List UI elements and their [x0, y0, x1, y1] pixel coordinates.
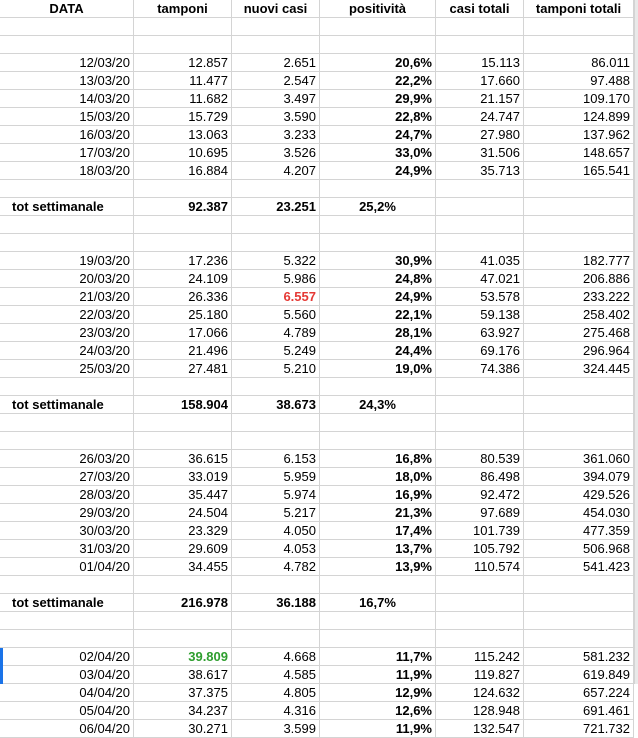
casi-totali-cell[interactable]: 115.242 — [436, 648, 524, 666]
empty-cell[interactable] — [436, 36, 524, 54]
weekly-total-nuovi-casi[interactable]: 36.188 — [232, 594, 320, 612]
empty-cell[interactable] — [524, 432, 634, 450]
empty-cell[interactable] — [524, 234, 634, 252]
nuovi-casi-cell[interactable]: 2.651 — [232, 54, 320, 72]
header-casi-totali[interactable]: casi totali — [436, 0, 524, 18]
empty-cell[interactable] — [232, 432, 320, 450]
empty-cell[interactable] — [436, 216, 524, 234]
nuovi-casi-cell[interactable]: 3.526 — [232, 144, 320, 162]
weekly-total-positivita[interactable]: 24,3% — [320, 396, 436, 414]
tamponi-cell[interactable]: 33.019 — [134, 468, 232, 486]
positivita-cell[interactable]: 12,6% — [320, 702, 436, 720]
weekly-total-tamponi[interactable]: 158.904 — [134, 396, 232, 414]
tamponi-totali-cell[interactable]: 394.079 — [524, 468, 634, 486]
empty-cell[interactable] — [232, 36, 320, 54]
empty-cell[interactable] — [134, 18, 232, 36]
empty-cell[interactable] — [524, 630, 634, 648]
weekly-total-label[interactable]: tot settimanale — [0, 198, 134, 216]
empty-cell[interactable] — [0, 576, 134, 594]
table-row — [0, 684, 638, 702]
empty-cell[interactable] — [0, 180, 134, 198]
casi-totali-cell[interactable]: 74.386 — [436, 360, 524, 378]
empty-cell[interactable] — [436, 576, 524, 594]
table-row — [0, 72, 638, 90]
table-row — [0, 540, 638, 558]
date-cell[interactable]: 15/03/20 — [0, 108, 134, 126]
nuovi-casi-cell[interactable]: 4.053 — [232, 540, 320, 558]
nuovi-casi-cell[interactable]: 3.590 — [232, 108, 320, 126]
positivita-cell[interactable]: 21,3% — [320, 504, 436, 522]
empty-cell[interactable] — [320, 36, 436, 54]
empty-cell[interactable] — [436, 18, 524, 36]
table-row — [0, 144, 638, 162]
empty-cell[interactable] — [0, 36, 134, 54]
weekly-total-label[interactable]: tot settimanale — [0, 396, 134, 414]
empty-cell[interactable] — [524, 36, 634, 54]
empty-cell[interactable] — [524, 414, 634, 432]
table-row — [0, 702, 638, 720]
casi-totali-cell[interactable]: 119.827 — [436, 666, 524, 684]
tamponi-totali-cell[interactable]: 361.060 — [524, 450, 634, 468]
weekly-total-tamponi[interactable]: 92.387 — [134, 198, 232, 216]
tamponi-totali-cell[interactable]: 657.224 — [524, 684, 634, 702]
weekly-total-nuovi-casi[interactable]: 23.251 — [232, 198, 320, 216]
empty-cell[interactable] — [320, 378, 436, 396]
casi-totali-cell[interactable]: 105.792 — [436, 540, 524, 558]
empty-cell[interactable] — [436, 594, 524, 612]
tamponi-cell[interactable]: 15.729 — [134, 108, 232, 126]
empty-cell[interactable] — [436, 396, 524, 414]
empty-cell[interactable] — [232, 234, 320, 252]
table-row — [0, 288, 638, 306]
casi-totali-cell[interactable]: 27.980 — [436, 126, 524, 144]
nuovi-casi-cell[interactable]: 6.153 — [232, 450, 320, 468]
tamponi-cell[interactable]: 23.329 — [134, 522, 232, 540]
nuovi-casi-cell[interactable]: 5.322 — [232, 252, 320, 270]
nuovi-casi-cell[interactable]: 4.316 — [232, 702, 320, 720]
date-cell[interactable]: 13/03/20 — [0, 72, 134, 90]
nuovi-casi-cell[interactable]: 5.986 — [232, 270, 320, 288]
tamponi-totali-cell[interactable]: 137.962 — [524, 126, 634, 144]
tamponi-totali-cell[interactable]: 182.777 — [524, 252, 634, 270]
tamponi-totali-cell[interactable]: 165.541 — [524, 162, 634, 180]
blank-row — [0, 36, 638, 54]
tamponi-totali-cell[interactable]: 429.526 — [524, 486, 634, 504]
blank-row — [0, 612, 638, 630]
tamponi-totali-cell[interactable]: 109.170 — [524, 90, 634, 108]
table-row — [0, 342, 638, 360]
tamponi-cell[interactable]: 34.455 — [134, 558, 232, 576]
empty-cell[interactable] — [524, 594, 634, 612]
empty-cell[interactable] — [524, 180, 634, 198]
positivita-cell[interactable]: 12,9% — [320, 684, 436, 702]
header-positivita[interactable]: positività — [320, 0, 436, 18]
empty-cell[interactable] — [524, 216, 634, 234]
empty-cell[interactable] — [436, 378, 524, 396]
table-row — [0, 324, 638, 342]
date-cell[interactable]: 30/03/20 — [0, 522, 134, 540]
tamponi-cell[interactable]: 37.375 — [134, 684, 232, 702]
date-cell[interactable]: 06/04/20 — [0, 720, 134, 738]
casi-totali-cell[interactable]: 92.472 — [436, 486, 524, 504]
empty-cell[interactable] — [232, 612, 320, 630]
positivita-cell[interactable]: 16,8% — [320, 450, 436, 468]
weekly-total-row — [0, 198, 638, 216]
tamponi-totali-cell[interactable]: 148.657 — [524, 144, 634, 162]
positivita-cell[interactable]: 18,0% — [320, 468, 436, 486]
nuovi-casi-cell[interactable]: 4.805 — [232, 684, 320, 702]
casi-totali-cell[interactable]: 41.035 — [436, 252, 524, 270]
tamponi-cell[interactable]: 11.477 — [134, 72, 232, 90]
empty-cell[interactable] — [0, 432, 134, 450]
positivita-cell[interactable]: 13,7% — [320, 540, 436, 558]
tamponi-cell[interactable]: 11.682 — [134, 90, 232, 108]
tamponi-totali-cell[interactable]: 541.423 — [524, 558, 634, 576]
blank-row — [0, 216, 638, 234]
tamponi-cell[interactable]: 39.809 — [134, 648, 232, 666]
empty-cell[interactable] — [232, 216, 320, 234]
blank-row — [0, 180, 638, 198]
table-row — [0, 486, 638, 504]
weekly-total-nuovi-casi[interactable]: 38.673 — [232, 396, 320, 414]
nuovi-casi-cell[interactable]: 5.217 — [232, 504, 320, 522]
tamponi-cell[interactable]: 24.109 — [134, 270, 232, 288]
empty-cell[interactable] — [320, 432, 436, 450]
empty-cell[interactable] — [320, 234, 436, 252]
date-cell[interactable]: 04/04/20 — [0, 684, 134, 702]
date-cell[interactable]: 16/03/20 — [0, 126, 134, 144]
tamponi-cell[interactable]: 17.066 — [134, 324, 232, 342]
positivita-cell[interactable]: 29,9% — [320, 90, 436, 108]
casi-totali-cell[interactable]: 86.498 — [436, 468, 524, 486]
casi-totali-cell[interactable]: 101.739 — [436, 522, 524, 540]
tamponi-cell[interactable]: 30.271 — [134, 720, 232, 738]
tamponi-cell[interactable]: 27.481 — [134, 360, 232, 378]
tamponi-cell[interactable]: 38.617 — [134, 666, 232, 684]
table-row — [0, 252, 638, 270]
positivita-cell[interactable]: 20,6% — [320, 54, 436, 72]
empty-cell[interactable] — [320, 180, 436, 198]
nuovi-casi-cell[interactable]: 5.959 — [232, 468, 320, 486]
table-row — [0, 126, 638, 144]
tamponi-totali-cell[interactable]: 691.461 — [524, 702, 634, 720]
empty-cell[interactable] — [134, 36, 232, 54]
header-row — [0, 0, 638, 18]
table-row — [0, 720, 638, 738]
empty-cell[interactable] — [134, 180, 232, 198]
tamponi-cell[interactable]: 24.504 — [134, 504, 232, 522]
empty-cell[interactable] — [320, 18, 436, 36]
tamponi-cell[interactable]: 29.609 — [134, 540, 232, 558]
casi-totali-cell[interactable]: 31.506 — [436, 144, 524, 162]
positivita-cell[interactable]: 16,9% — [320, 486, 436, 504]
nuovi-casi-cell[interactable]: 2.547 — [232, 72, 320, 90]
blank-row — [0, 414, 638, 432]
casi-totali-cell[interactable]: 24.747 — [436, 108, 524, 126]
date-cell[interactable]: 02/04/20 — [0, 648, 134, 666]
positivita-cell[interactable]: 11,7% — [320, 648, 436, 666]
casi-totali-cell[interactable]: 80.539 — [436, 450, 524, 468]
casi-totali-cell[interactable]: 35.713 — [436, 162, 524, 180]
casi-totali-cell[interactable]: 47.021 — [436, 270, 524, 288]
weekly-total-positivita[interactable]: 25,2% — [320, 198, 436, 216]
table-row — [0, 162, 638, 180]
tamponi-cell[interactable]: 21.496 — [134, 342, 232, 360]
empty-cell[interactable] — [232, 414, 320, 432]
weekly-total-tamponi[interactable]: 216.978 — [134, 594, 232, 612]
date-cell[interactable]: 24/03/20 — [0, 342, 134, 360]
tamponi-cell[interactable]: 13.063 — [134, 126, 232, 144]
nuovi-casi-cell[interactable]: 4.789 — [232, 324, 320, 342]
tamponi-totali-cell[interactable]: 454.030 — [524, 504, 634, 522]
table-row — [0, 306, 638, 324]
blank-row — [0, 576, 638, 594]
casi-totali-cell[interactable]: 15.113 — [436, 54, 524, 72]
header-data[interactable]: DATA — [0, 0, 134, 18]
nuovi-casi-cell[interactable]: 3.233 — [232, 126, 320, 144]
empty-cell[interactable] — [524, 396, 634, 414]
tamponi-cell[interactable]: 26.336 — [134, 288, 232, 306]
empty-cell[interactable] — [0, 612, 134, 630]
tamponi-totali-cell[interactable]: 721.732 — [524, 720, 634, 738]
positivita-cell[interactable]: 19,0% — [320, 360, 436, 378]
empty-cell[interactable] — [524, 612, 634, 630]
casi-totali-cell[interactable]: 17.660 — [436, 72, 524, 90]
empty-cell[interactable] — [0, 234, 134, 252]
empty-cell[interactable] — [524, 198, 634, 216]
positivita-cell[interactable]: 30,9% — [320, 252, 436, 270]
table-row — [0, 558, 638, 576]
empty-cell[interactable] — [436, 432, 524, 450]
empty-cell[interactable] — [524, 378, 634, 396]
positivita-cell[interactable]: 22,8% — [320, 108, 436, 126]
empty-cell[interactable] — [0, 414, 134, 432]
tamponi-cell[interactable]: 25.180 — [134, 306, 232, 324]
date-cell[interactable]: 14/03/20 — [0, 90, 134, 108]
nuovi-casi-cell[interactable]: 4.782 — [232, 558, 320, 576]
casi-totali-cell[interactable]: 132.547 — [436, 720, 524, 738]
date-cell[interactable]: 18/03/20 — [0, 162, 134, 180]
table-row — [0, 504, 638, 522]
header-tamponi[interactable]: tamponi — [134, 0, 232, 18]
tamponi-totali-cell[interactable]: 506.968 — [524, 540, 634, 558]
table-row — [0, 468, 638, 486]
empty-cell[interactable] — [0, 630, 134, 648]
blank-row — [0, 378, 638, 396]
empty-cell[interactable] — [232, 18, 320, 36]
empty-cell[interactable] — [134, 378, 232, 396]
row-selection-indicator — [0, 648, 3, 684]
casi-totali-cell[interactable]: 69.176 — [436, 342, 524, 360]
weekly-total-positivita[interactable]: 16,7% — [320, 594, 436, 612]
positivita-cell[interactable]: 24,9% — [320, 162, 436, 180]
date-cell[interactable]: 28/03/20 — [0, 486, 134, 504]
tamponi-cell[interactable]: 34.237 — [134, 702, 232, 720]
empty-cell[interactable] — [0, 378, 134, 396]
tamponi-totali-cell[interactable]: 581.232 — [524, 648, 634, 666]
nuovi-casi-cell[interactable]: 4.668 — [232, 648, 320, 666]
empty-cell[interactable] — [134, 216, 232, 234]
empty-cell[interactable] — [320, 216, 436, 234]
tamponi-totali-cell[interactable]: 275.468 — [524, 324, 634, 342]
date-cell[interactable]: 23/03/20 — [0, 324, 134, 342]
vertical-scrollbar[interactable] — [634, 0, 638, 684]
empty-cell[interactable] — [232, 378, 320, 396]
tamponi-totali-cell[interactable]: 124.899 — [524, 108, 634, 126]
empty-cell[interactable] — [134, 432, 232, 450]
table-row — [0, 90, 638, 108]
tamponi-cell[interactable]: 16.884 — [134, 162, 232, 180]
nuovi-casi-cell[interactable]: 4.207 — [232, 162, 320, 180]
positivita-cell[interactable]: 24,8% — [320, 270, 436, 288]
tamponi-totali-cell[interactable]: 233.222 — [524, 288, 634, 306]
nuovi-casi-cell[interactable]: 5.560 — [232, 306, 320, 324]
empty-cell[interactable] — [134, 234, 232, 252]
empty-cell[interactable] — [436, 198, 524, 216]
date-cell[interactable]: 20/03/20 — [0, 270, 134, 288]
empty-cell[interactable] — [134, 612, 232, 630]
empty-cell[interactable] — [134, 630, 232, 648]
date-cell[interactable]: 05/04/20 — [0, 702, 134, 720]
date-cell[interactable]: 26/03/20 — [0, 450, 134, 468]
nuovi-casi-cell[interactable]: 3.497 — [232, 90, 320, 108]
date-cell[interactable]: 22/03/20 — [0, 306, 134, 324]
table-row — [0, 108, 638, 126]
nuovi-casi-cell[interactable]: 6.557 — [232, 288, 320, 306]
nuovi-casi-cell[interactable]: 5.210 — [232, 360, 320, 378]
date-cell[interactable]: 29/03/20 — [0, 504, 134, 522]
tamponi-totali-cell[interactable]: 296.964 — [524, 342, 634, 360]
tamponi-totali-cell[interactable]: 97.488 — [524, 72, 634, 90]
empty-cell[interactable] — [524, 576, 634, 594]
date-cell[interactable]: 27/03/20 — [0, 468, 134, 486]
empty-cell[interactable] — [320, 612, 436, 630]
positivita-cell[interactable]: 11,9% — [320, 666, 436, 684]
table-row — [0, 450, 638, 468]
nuovi-casi-cell[interactable]: 5.249 — [232, 342, 320, 360]
blank-row — [0, 234, 638, 252]
table-row — [0, 360, 638, 378]
positivita-cell[interactable]: 24,7% — [320, 126, 436, 144]
casi-totali-cell[interactable]: 53.578 — [436, 288, 524, 306]
blank-row — [0, 18, 638, 36]
nuovi-casi-cell[interactable]: 4.050 — [232, 522, 320, 540]
date-cell[interactable]: 25/03/20 — [0, 360, 134, 378]
table-row — [0, 270, 638, 288]
header-nuovi-casi[interactable]: nuovi casi — [232, 0, 320, 18]
positivita-cell[interactable]: 33,0% — [320, 144, 436, 162]
tamponi-totali-cell[interactable]: 86.011 — [524, 54, 634, 72]
tamponi-totali-cell[interactable]: 477.359 — [524, 522, 634, 540]
empty-cell[interactable] — [320, 414, 436, 432]
tamponi-cell[interactable]: 35.447 — [134, 486, 232, 504]
empty-cell[interactable] — [436, 630, 524, 648]
nuovi-casi-cell[interactable]: 5.974 — [232, 486, 320, 504]
empty-cell[interactable] — [134, 414, 232, 432]
casi-totali-cell[interactable]: 128.948 — [436, 702, 524, 720]
weekly-total-row — [0, 396, 638, 414]
tamponi-totali-cell[interactable]: 206.886 — [524, 270, 634, 288]
empty-cell[interactable] — [0, 18, 134, 36]
tamponi-totali-cell[interactable]: 258.402 — [524, 306, 634, 324]
empty-cell[interactable] — [436, 234, 524, 252]
date-cell[interactable]: 03/04/20 — [0, 666, 134, 684]
empty-cell[interactable] — [0, 216, 134, 234]
positivita-cell[interactable]: 11,9% — [320, 720, 436, 738]
casi-totali-cell[interactable]: 110.574 — [436, 558, 524, 576]
weekly-total-label[interactable]: tot settimanale — [0, 594, 134, 612]
nuovi-casi-cell[interactable]: 4.585 — [232, 666, 320, 684]
positivita-cell[interactable]: 22,2% — [320, 72, 436, 90]
positivita-cell[interactable]: 22,1% — [320, 306, 436, 324]
casi-totali-cell[interactable]: 97.689 — [436, 504, 524, 522]
table-row — [0, 54, 638, 72]
date-cell[interactable]: 19/03/20 — [0, 252, 134, 270]
date-cell[interactable]: 12/03/20 — [0, 54, 134, 72]
casi-totali-cell[interactable]: 124.632 — [436, 684, 524, 702]
positivita-cell[interactable]: 17,4% — [320, 522, 436, 540]
empty-cell[interactable] — [436, 612, 524, 630]
empty-cell[interactable] — [320, 576, 436, 594]
date-cell[interactable]: 21/03/20 — [0, 288, 134, 306]
casi-totali-cell[interactable]: 63.927 — [436, 324, 524, 342]
empty-cell[interactable] — [436, 414, 524, 432]
empty-cell[interactable] — [232, 180, 320, 198]
date-cell[interactable]: 17/03/20 — [0, 144, 134, 162]
empty-cell[interactable] — [232, 576, 320, 594]
header-tamponi-totali[interactable]: tamponi totali — [524, 0, 634, 18]
tamponi-totali-cell[interactable]: 619.849 — [524, 666, 634, 684]
positivita-cell[interactable]: 13,9% — [320, 558, 436, 576]
blank-row — [0, 432, 638, 450]
casi-totali-cell[interactable]: 59.138 — [436, 306, 524, 324]
positivita-cell[interactable]: 24,4% — [320, 342, 436, 360]
tamponi-cell[interactable]: 12.857 — [134, 54, 232, 72]
positivita-cell[interactable]: 24,9% — [320, 288, 436, 306]
casi-totali-cell[interactable]: 21.157 — [436, 90, 524, 108]
empty-cell[interactable] — [232, 630, 320, 648]
blank-row — [0, 630, 638, 648]
tamponi-totali-cell[interactable]: 324.445 — [524, 360, 634, 378]
empty-cell[interactable] — [320, 630, 436, 648]
table-row — [0, 522, 638, 540]
nuovi-casi-cell[interactable]: 3.599 — [232, 720, 320, 738]
date-cell[interactable]: 31/03/20 — [0, 540, 134, 558]
tamponi-cell[interactable]: 36.615 — [134, 450, 232, 468]
weekly-total-row — [0, 594, 638, 612]
table-row — [0, 648, 638, 666]
empty-cell[interactable] — [134, 576, 232, 594]
positivita-cell[interactable]: 28,1% — [320, 324, 436, 342]
tamponi-cell[interactable]: 10.695 — [134, 144, 232, 162]
empty-cell[interactable] — [436, 180, 524, 198]
table-row — [0, 666, 638, 684]
date-cell[interactable]: 01/04/20 — [0, 558, 134, 576]
empty-cell[interactable] — [524, 18, 634, 36]
tamponi-cell[interactable]: 17.236 — [134, 252, 232, 270]
